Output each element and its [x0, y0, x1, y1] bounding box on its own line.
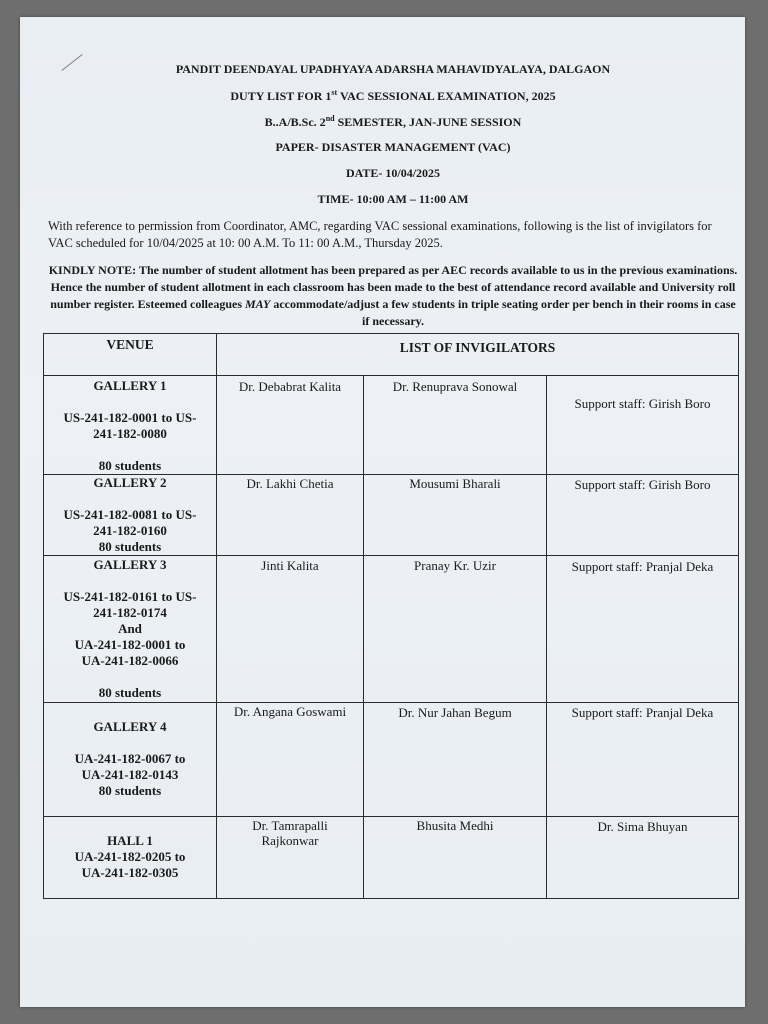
support-staff-cell: Support staff: Girish Boro	[547, 475, 739, 556]
intro-paragraph: With reference to permission from Coordinator, AMC, regarding VAC sessional examinations, following is the list of invigilators for VAC scheduled for 10/04/2025 at 10: 00 A.M. To 11: 00 A.M., Thursday 2025.	[48, 219, 712, 250]
venue-cell: HALL 1 UA-241-182-0205 to UA-241-182-0305	[44, 817, 217, 899]
invigilators-header: LIST OF INVIGILATORS	[217, 334, 739, 376]
college-name: PANDIT DEENDAYAL UPADHYAYA ADARSHA MAHAVIDYALAYA, DALGAON	[175, 62, 611, 76]
invigilator-cell: Dr. Nur Jahan Begum	[364, 703, 547, 817]
invigilator-cell: Dr. Lakhi Chetia	[217, 475, 364, 556]
invigilator-cell: Bhusita Medhi	[364, 817, 547, 899]
invigilator-table	[43, 333, 739, 899]
support-staff-cell: Support staff: Girish Boro	[547, 376, 739, 475]
kindly-note: KINDLY NOTE: The number of student allotment has been prepared as per AEC records available to us in the previous examinations. Hence the number of student allotment in each classroom has been made to the best of attendance record available and University roll number register. Esteemed colleagues MAY accommodate/adjust a few students in triple seating order per bench in their rooms in case if necessary.	[48, 263, 738, 328]
table-row	[44, 703, 739, 817]
table-row	[44, 817, 739, 899]
table-row	[44, 475, 739, 556]
table-header-row	[44, 334, 739, 376]
invigilator-cell: Dr. Debabrat Kalita	[217, 376, 364, 475]
table-row	[44, 376, 739, 475]
invigilator-cell: Dr. Renuprava Sonowal	[364, 376, 547, 475]
duty-list-title: DUTY LIST FOR 1st VAC SESSIONAL EXAMINATION, 2025	[230, 88, 556, 103]
support-staff-cell: Support staff: Pranjal Deka	[547, 703, 739, 817]
exam-time: TIME- 10:00 AM – 11:00 AM	[317, 192, 469, 206]
venue-cell: GALLERY 4 UA-241-182-0067 to UA-241-182-0143 80 students	[44, 703, 217, 817]
paper-name: PAPER- DISASTER MANAGEMENT (VAC)	[275, 140, 511, 154]
semester-line: B..A/B.Sc. 2nd SEMESTER, JAN-JUNE SESSION	[264, 114, 522, 129]
invigilator-cell: Jinti Kalita	[217, 556, 364, 703]
invigilator-cell: Mousumi Bharali	[364, 475, 547, 556]
venue-cell: GALLERY 2 US-241-182-0081 to US- 241-182-0160 80 students	[44, 475, 217, 556]
table-row	[44, 556, 739, 703]
venue-cell: GALLERY 1 US-241-182-0001 to US- 241-182-0080 80 students	[44, 376, 217, 475]
support-staff-cell: Support staff: Pranjal Deka	[547, 556, 739, 703]
venue-header: VENUE	[44, 334, 217, 376]
invigilator-cell: Dr. Angana Goswami	[217, 703, 364, 817]
invigilator-cell: Pranay Kr. Uzir	[364, 556, 547, 703]
invigilator-cell: Dr. Sima Bhuyan	[547, 817, 739, 899]
exam-date: DATE- 10/04/2025	[345, 166, 441, 180]
invigilator-cell: Dr. Tamrapalli Rajkonwar	[217, 817, 364, 899]
venue-cell: GALLERY 3 US-241-182-0161 to US- 241-182-0174 And UA-241-182-0001 to UA-241-182-0066 80 students	[44, 556, 217, 703]
